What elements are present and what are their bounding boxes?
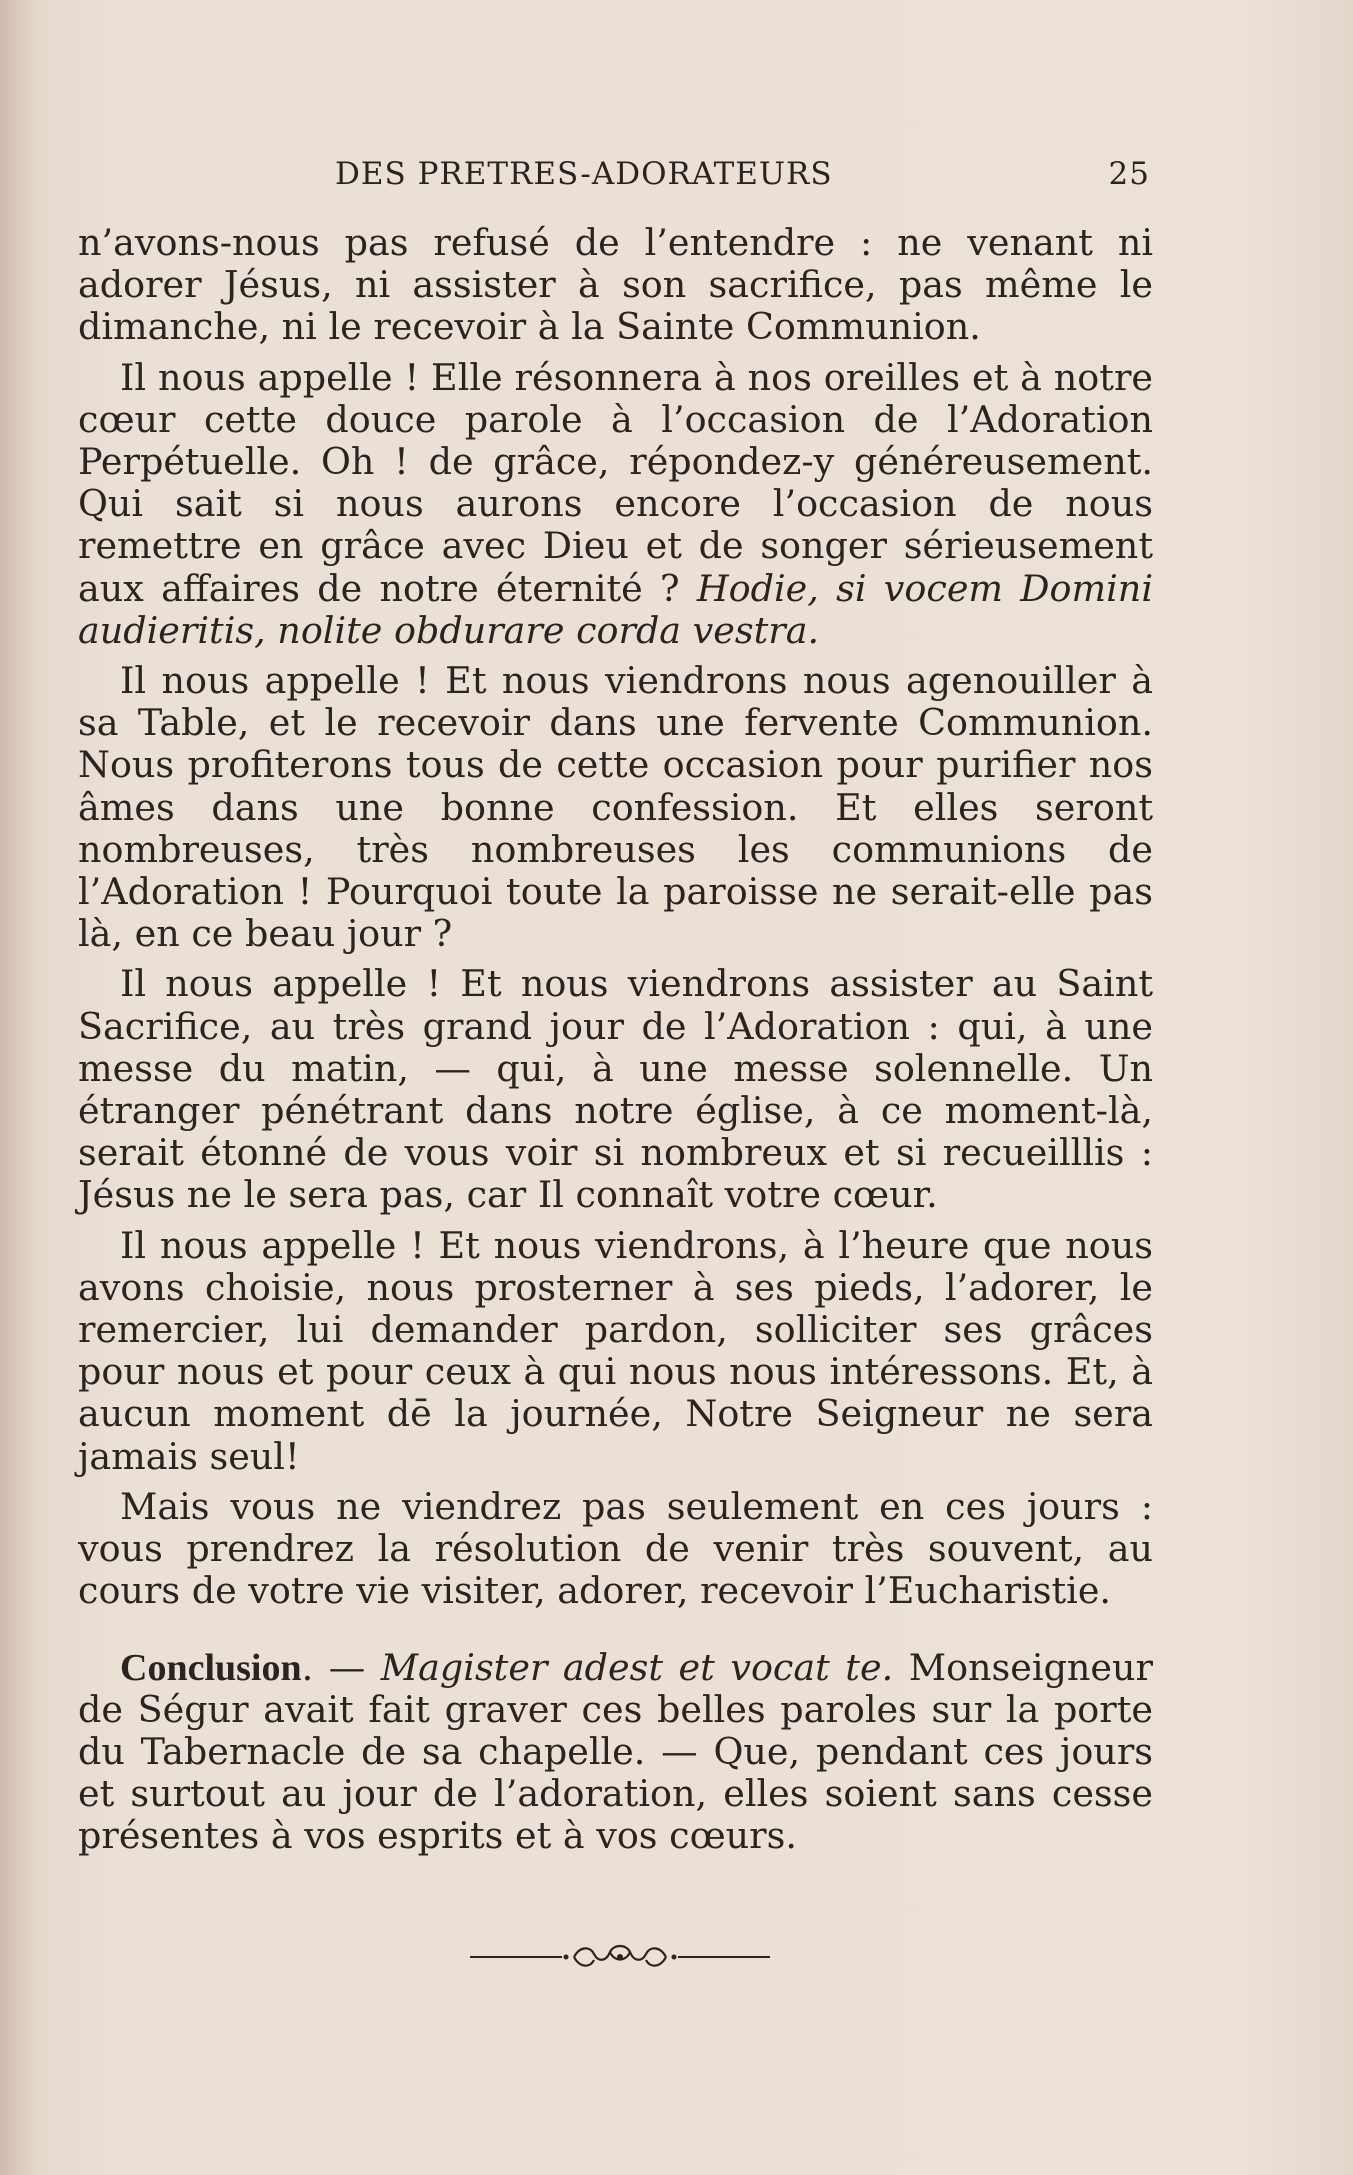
running-title: DES PRETRES-ADORATEURS <box>335 156 833 192</box>
conclusion-label: Conclusion <box>120 1646 302 1689</box>
paragraph-text: Il nous appelle ! Et nous viendrons, à l’heure que nous avons choisie, nous prosterner à ses pieds, l’adorer, le remercier, lui demander pardon, solliciter ses grâces pour nous et pour ceux à qui nous nous intéressons. Et, à aucun moment dē la journée, Notre Seigneur ne sera jamais seul! <box>78 1223 1153 1478</box>
latin-quote: Magister adest et vocat te. <box>380 1645 894 1689</box>
paragraph-conclusion <box>78 1647 1153 1858</box>
paragraph-sacrifice <box>78 963 1153 1216</box>
paragraph-resolution <box>78 1486 1153 1613</box>
latin-quote: Hodie, si vocem Domini audieritis, nolite obdurare corda vestra. <box>78 566 1153 652</box>
paragraph-text: Il nous appelle ! Elle résonnera à nos oreilles et à notre cœur cette douce parole à l’occasion de l’Adoration Perpétuelle. Oh ! de grâce, répondez-y généreusement. Qui sait si nous aurons encore l’occasion de nous remettre en grâce avec Dieu et de songer sérieusement aux affaires de notre éternité ? <box>78 355 1153 610</box>
paragraph-text: Monseigneur de Ségur avait fait graver ces belles paroles sur la porte du Tabernacle de sa chapelle. — Que, pendant ces jours et surtout au jour de l’adoration, elles soient sans cesse présentes à vos esprits et à vos cœurs. <box>78 1645 1153 1858</box>
conclusion-dash: . — <box>301 1645 381 1689</box>
page-number: 25 <box>1108 156 1150 192</box>
paragraph-communion <box>78 660 1153 955</box>
page-body <box>78 222 1153 1866</box>
paragraph-prostration <box>78 1225 1153 1478</box>
paragraph-text: Il nous appelle ! Et nous viendrons nous agenouiller à sa Table, et le recevoir dans une fervente Communion. Nous profiterons tous de cette occasion pour purifier nos âmes dans une bonne confession. Et elles seront nombreuses, très nombreuses les communions de l’Adoration ! Pourquoi toute la paroisse ne serait-elle pas là, en ce beau jour ? <box>78 659 1153 956</box>
running-header <box>80 150 1150 200</box>
tailpiece-ornament-icon <box>470 1940 770 1974</box>
paragraph-text: Mais vous ne viendrez pas seulement en ces jours : vous prendrez la résolution de venir très souvent, au cours de votre vie visiter, adorer, recevoir l’Eucharistie. <box>78 1484 1153 1613</box>
page-spine-shadow <box>0 0 34 2175</box>
paragraph-continuation <box>78 222 1153 349</box>
paragraph-adoration <box>78 357 1153 652</box>
paragraph-text: Il nous appelle ! Et nous viendrons assister au Saint Sacrifice, au très grand jour de l’Adoration : qui, à une messe du matin, — qui, à une messe solennelle. Un étranger pénétrant dans notre église, à ce moment-là, serait étonné de vous voir si nombreux et si recueilllis : Jésus ne le sera pas, car Il connaît votre cœur. <box>78 962 1153 1217</box>
paragraph-text: n’avons-nous pas refusé de l’entendre : ne venant ni adorer Jésus, ni assister à son sacrifice, pas même le dimanche, ni le recevoir à la Sainte Communion. <box>78 221 1153 349</box>
